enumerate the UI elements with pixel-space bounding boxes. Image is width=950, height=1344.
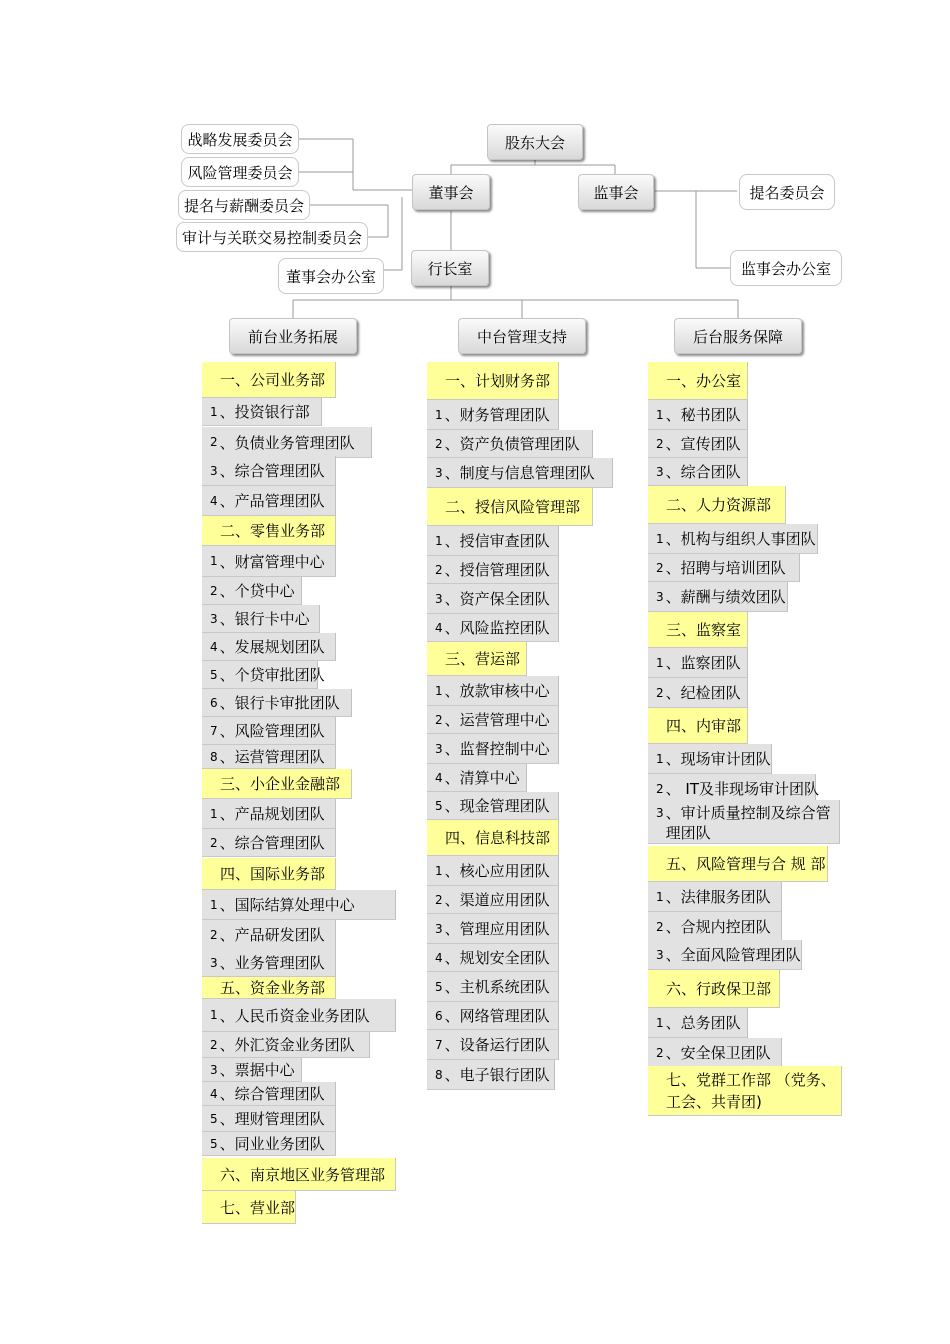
front-team-11[interactable] <box>202 689 352 717</box>
team-label: 、监察团队 <box>665 654 741 672</box>
team-label: 、负债业务管理团队 <box>219 433 355 452</box>
team-number: 1 <box>210 897 218 912</box>
team-label: 、管理应用团队 <box>444 920 550 938</box>
back-team-10[interactable] <box>648 678 748 708</box>
team-number: 2 <box>210 1037 218 1052</box>
team-label: 、监督控制中心 <box>444 740 550 758</box>
front-team-6[interactable] <box>202 546 336 577</box>
nomination-committee-box[interactable]: 提名委员会 <box>739 174 835 210</box>
team-label: 、秘书团队 <box>665 406 741 424</box>
back-team-14[interactable] <box>648 800 840 844</box>
team-label: 、授信管理团队 <box>444 561 550 579</box>
team-label: 、同业业务团队 <box>219 1135 325 1153</box>
middle-team-13[interactable] <box>427 764 527 792</box>
middle-team-12[interactable] <box>427 734 559 764</box>
team-number: 3 <box>210 1062 218 1077</box>
team-label: 、渠道应用团队 <box>444 891 550 909</box>
team-number: 2 <box>435 712 443 727</box>
team-number: 2 <box>656 560 664 575</box>
supervisory-board-box[interactable]: 监事会 <box>578 174 654 210</box>
team-number: 3 <box>656 947 664 962</box>
back-dept-15[interactable]: 五、风险管理与合 规 部 <box>648 846 828 882</box>
team-number: 1 <box>210 806 218 821</box>
team-label: 、授信审查团队 <box>444 532 550 550</box>
team-label: 、法律服务团队 <box>665 888 771 906</box>
team-label: 、银行卡审批团队 <box>219 694 340 712</box>
team-label: 、个贷中心 <box>219 582 295 600</box>
team-label: 、全面风险管理团队 <box>665 946 801 964</box>
back-team-6[interactable] <box>648 554 800 582</box>
front-team-2[interactable] <box>202 427 372 458</box>
shareholders-meeting-box[interactable]: 股东大会 <box>487 124 583 160</box>
team-number: 1 <box>656 407 664 422</box>
front-team-3[interactable] <box>202 456 336 486</box>
middle-dept-4[interactable]: 二、授信风险管理部 <box>427 488 593 526</box>
team-number: 3 <box>435 591 443 606</box>
team-number: 3 <box>656 806 664 820</box>
team-number: 5 <box>435 798 443 813</box>
team-number: 1 <box>435 683 443 698</box>
team-number: 5 <box>435 979 443 994</box>
middle-team-14[interactable] <box>427 792 559 820</box>
team-number: 6 <box>210 695 218 710</box>
team-label: 、放款审核中心 <box>444 682 550 700</box>
front-team-25[interactable] <box>202 1082 336 1106</box>
team-label: 、银行卡中心 <box>219 610 310 628</box>
front-dept-29[interactable]: 七、营业部 <box>202 1191 296 1224</box>
team-label: 、风险管理团队 <box>219 722 325 740</box>
team-label: 、现场审计团队 <box>665 750 771 768</box>
team-number: 2 <box>656 685 664 700</box>
team-number: 2 <box>656 436 664 451</box>
back-team-7[interactable] <box>648 582 788 612</box>
team-number: 1 <box>435 407 443 422</box>
team-label: 、财务管理团队 <box>444 406 550 424</box>
middle-team-23[interactable] <box>427 1060 555 1090</box>
team-label: 、纪检团队 <box>665 684 741 702</box>
team-label: 、票据中心 <box>219 1061 295 1079</box>
team-number: 7 <box>435 1037 443 1052</box>
front-team-13[interactable] <box>202 745 336 769</box>
division-front-office[interactable]: 前台业务拓展 <box>229 318 357 354</box>
team-label: 、财富管理中心 <box>219 552 325 571</box>
back-team-5[interactable] <box>648 524 818 554</box>
team-label: 、制度与信息管理团队 <box>444 464 595 482</box>
team-label: 、现金管理团队 <box>444 797 550 815</box>
front-team-20[interactable] <box>202 949 336 977</box>
middle-team-2[interactable] <box>427 430 593 458</box>
back-dept-8[interactable]: 三、监察室 <box>648 612 748 648</box>
team-label: 、投资银行部 <box>219 403 310 421</box>
team-label: 、综合管理团队 <box>219 1085 325 1103</box>
team-label: 、宣传团队 <box>665 435 741 453</box>
back-team-18[interactable] <box>648 940 802 970</box>
middle-team-20[interactable] <box>427 972 559 1002</box>
board-box[interactable]: 董事会 <box>412 174 490 210</box>
team-label: 、安全保卫团队 <box>665 1044 771 1062</box>
team-number: 5 <box>210 1111 218 1126</box>
middle-dept-15[interactable]: 四、信息科技部 <box>427 820 559 856</box>
team-label: 、综合团队 <box>665 463 741 481</box>
back-team-3[interactable] <box>648 458 748 486</box>
back-team-21[interactable] <box>648 1038 782 1068</box>
committee-audit-related-party[interactable]: 审计与关联交易控制委员会 <box>176 222 368 252</box>
back-team-12[interactable] <box>648 744 772 774</box>
back-dept-0[interactable]: 一、办公室 <box>648 362 748 400</box>
team-label: 、个贷审批团队 <box>219 666 325 684</box>
front-team-16[interactable] <box>202 829 336 857</box>
team-number: 2 <box>210 583 218 598</box>
committee-nomination-compensation[interactable]: 提名与薪酬委员会 <box>178 190 310 220</box>
back-dept-11[interactable]: 四、内审部 <box>648 708 748 744</box>
middle-team-11[interactable] <box>427 706 559 734</box>
team-label: 、合规内控团队 <box>665 918 771 936</box>
front-dept-28[interactable]: 六、南京地区业务管理部 <box>202 1158 396 1191</box>
team-label: 、网络管理团队 <box>444 1007 550 1025</box>
team-label: 、人民币资金业务团队 <box>219 1006 370 1025</box>
front-team-7[interactable] <box>202 577 302 605</box>
team-label: 、业务管理团队 <box>219 954 325 972</box>
front-team-12[interactable] <box>202 717 336 745</box>
middle-team-8[interactable] <box>427 614 559 642</box>
team-label: 、综合管理团队 <box>219 834 325 852</box>
team-label: 、薪酬与绩效团队 <box>665 588 786 606</box>
team-number: 3 <box>656 589 664 604</box>
team-number: 3 <box>435 741 443 756</box>
team-label: 、设备运行团队 <box>444 1036 550 1054</box>
front-team-1[interactable] <box>202 398 322 426</box>
team-number: 3 <box>435 465 443 480</box>
front-dept-17[interactable]: 四、国际业务部 <box>202 858 336 890</box>
middle-dept-9[interactable]: 三、营运部 <box>427 642 527 676</box>
front-team-27[interactable] <box>202 1132 336 1156</box>
team-label: 、产品管理团队 <box>219 492 325 510</box>
team-label: 、综合管理团队 <box>219 462 325 480</box>
front-dept-5[interactable]: 二、零售业务部 <box>202 516 336 546</box>
middle-team-21[interactable] <box>427 1002 559 1030</box>
back-team-1[interactable] <box>648 400 748 430</box>
team-number: 8 <box>435 1067 443 1082</box>
front-team-26[interactable] <box>202 1106 336 1132</box>
division-back-office[interactable]: 后台服务保障 <box>674 318 802 354</box>
president-office-box[interactable]: 行长室 <box>411 250 489 286</box>
team-label: 、运营管理中心 <box>444 711 550 729</box>
team-number: 2 <box>656 781 664 796</box>
front-team-15[interactable] <box>202 799 336 829</box>
team-number: 2 <box>656 1045 664 1060</box>
team-label: 、审计质量控制及综合管理团队 <box>665 804 831 842</box>
front-team-23[interactable] <box>202 1032 370 1058</box>
team-label: 、资产保全团队 <box>444 590 550 608</box>
back-team-20[interactable] <box>648 1008 748 1038</box>
front-team-24[interactable] <box>202 1058 302 1082</box>
front-team-19[interactable] <box>202 920 336 950</box>
team-number: 2 <box>435 562 443 577</box>
committee-strategy[interactable]: 战略发展委员会 <box>181 124 299 154</box>
team-number: 1 <box>435 533 443 548</box>
team-number: 7 <box>210 723 218 738</box>
team-label: 、 IT及非现场审计团队 <box>665 780 819 798</box>
team-number: 1 <box>656 751 664 766</box>
team-label: 、理财管理团队 <box>219 1110 325 1128</box>
front-dept-21[interactable]: 五、资金业务部 <box>202 977 336 999</box>
team-number: 3 <box>210 611 218 626</box>
team-number: 5 <box>210 1136 218 1151</box>
team-label: 、机构与组织人事团队 <box>665 530 816 548</box>
team-number: 4 <box>210 1086 218 1101</box>
middle-team-6[interactable] <box>427 556 559 584</box>
team-label: 、运营管理团队 <box>219 748 325 766</box>
middle-team-3[interactable] <box>427 458 613 488</box>
team-label: 、主机系统团队 <box>444 978 550 996</box>
front-team-9[interactable] <box>202 633 336 661</box>
back-dept-19[interactable]: 六、行政保卫部 <box>648 970 780 1008</box>
team-label: 、规划安全团队 <box>444 949 550 967</box>
team-number: 8 <box>210 749 218 764</box>
team-number: 6 <box>435 1008 443 1023</box>
team-label: 、产品研发团队 <box>219 926 325 944</box>
team-label: 、产品规划团队 <box>219 805 325 823</box>
team-number: 3 <box>656 464 664 479</box>
middle-team-10[interactable] <box>427 676 559 706</box>
front-team-10[interactable] <box>202 661 325 689</box>
middle-team-22[interactable] <box>427 1030 559 1060</box>
middle-team-7[interactable] <box>427 584 559 614</box>
middle-team-17[interactable] <box>427 886 559 914</box>
middle-team-5[interactable] <box>427 526 559 556</box>
team-number: 4 <box>210 493 218 508</box>
team-number: 4 <box>435 620 443 635</box>
front-dept-14[interactable]: 三、小企业金融部 <box>202 769 352 799</box>
back-team-16[interactable] <box>648 882 782 912</box>
team-number: 5 <box>210 667 218 682</box>
team-label: 、风险监控团队 <box>444 619 550 637</box>
team-number: 2 <box>210 435 218 449</box>
back-team-2[interactable] <box>648 430 748 458</box>
team-number: 1 <box>656 889 664 904</box>
team-number: 1 <box>210 1008 218 1022</box>
team-number: 1 <box>435 863 443 878</box>
back-dept-22[interactable]: 七、党群工作部 （党务、工会、共青团) <box>648 1066 842 1116</box>
team-label: 、总务团队 <box>665 1014 741 1032</box>
team-number: 4 <box>210 639 218 654</box>
team-number: 3 <box>435 921 443 936</box>
team-number: 3 <box>210 955 218 970</box>
team-label: 、资产负债管理团队 <box>444 435 580 453</box>
team-number: 2 <box>210 927 218 942</box>
team-number: 4 <box>435 770 443 785</box>
team-number: 3 <box>210 463 218 478</box>
team-number: 2 <box>435 436 443 451</box>
committee-risk[interactable]: 风险管理委员会 <box>181 157 299 187</box>
team-label: 、发展规划团队 <box>219 638 325 656</box>
middle-team-18[interactable] <box>427 914 559 944</box>
front-team-4[interactable] <box>202 486 336 516</box>
team-label: 、核心应用团队 <box>444 862 550 880</box>
board-office-box[interactable]: 董事会办公室 <box>278 258 384 294</box>
middle-dept-0[interactable]: 一、计划财务部 <box>427 362 559 400</box>
team-label: 、外汇资金业务团队 <box>219 1036 355 1054</box>
team-label: 、电子银行团队 <box>444 1066 550 1084</box>
team-number: 2 <box>210 835 218 850</box>
front-team-18[interactable] <box>202 890 396 920</box>
team-number: 1 <box>656 655 664 670</box>
team-number: 2 <box>656 919 664 934</box>
team-number: 1 <box>210 554 218 568</box>
team-label: 、清算中心 <box>444 769 520 787</box>
team-number: 1 <box>656 1015 664 1030</box>
back-team-9[interactable] <box>648 648 748 678</box>
team-label: 、招聘与培训团队 <box>665 559 786 577</box>
front-dept-0[interactable]: 一、公司业务部 <box>202 362 336 398</box>
back-dept-4[interactable]: 二、人力资源部 <box>648 486 786 524</box>
front-team-22[interactable] <box>202 999 396 1032</box>
team-number: 2 <box>435 892 443 907</box>
team-number: 4 <box>435 950 443 965</box>
team-label: 、国际结算处理中心 <box>219 896 355 914</box>
division-middle-office[interactable]: 中台管理支持 <box>458 318 586 354</box>
front-team-8[interactable] <box>202 605 320 633</box>
back-team-17[interactable] <box>648 912 782 942</box>
team-number: 1 <box>656 531 664 546</box>
middle-team-16[interactable] <box>427 856 559 886</box>
team-number: 1 <box>210 404 218 419</box>
middle-team-1[interactable] <box>427 400 559 430</box>
middle-team-19[interactable] <box>427 944 559 972</box>
supervisor-office-box[interactable]: 监事会办公室 <box>730 250 842 286</box>
